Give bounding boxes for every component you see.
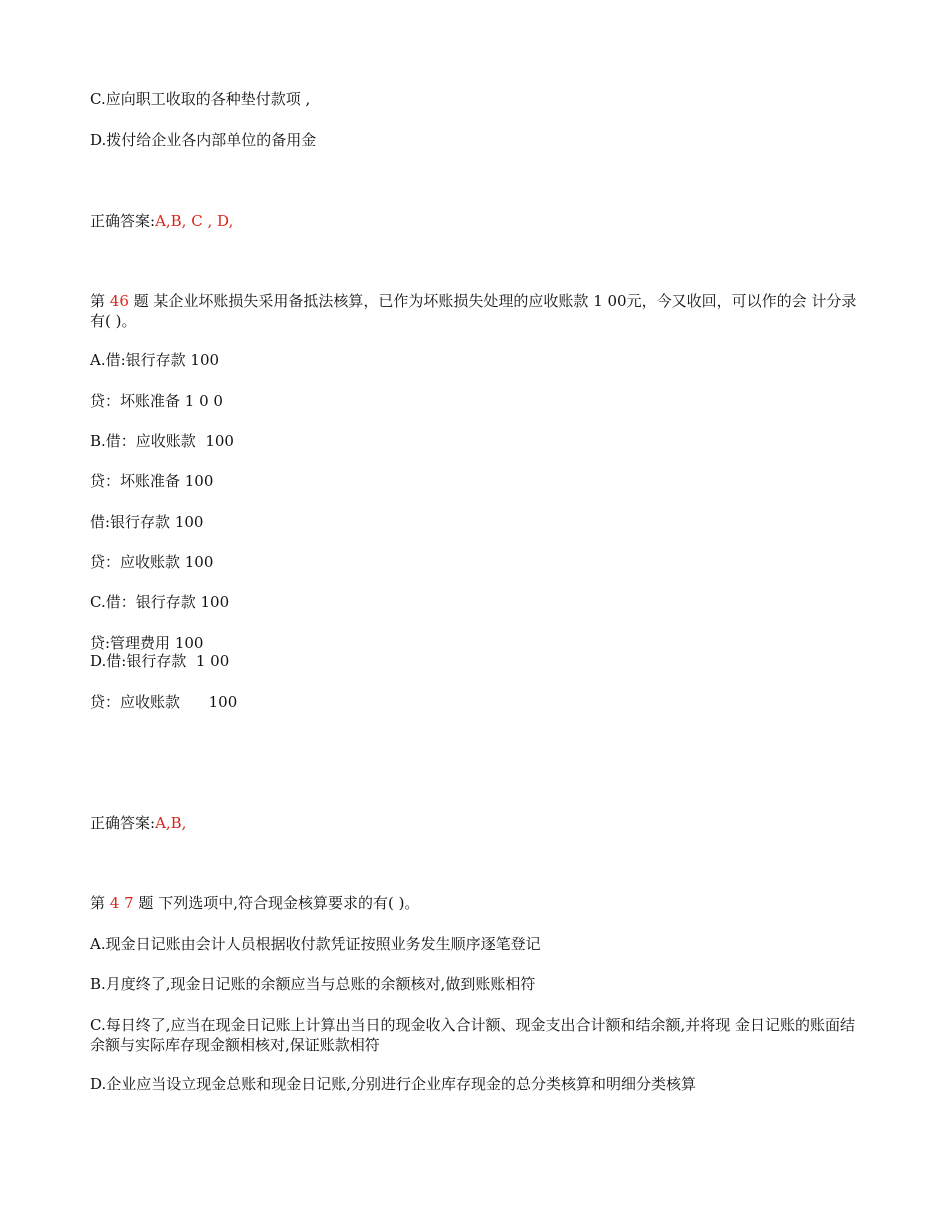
q45-option-c: C.应向职工收取的各种垫付款项 , xyxy=(90,90,311,108)
q47-option-c: C.每日终了,应当在现金日记账上计算出当日的现金收入合计额、现金支出合计额和结余额,并将现 金日记账的账面结余额与实际库存现金额相核对,保证账款相符 xyxy=(90,1016,856,1054)
q46-answer xyxy=(90,813,186,833)
q46-line-9: D.借:银行存款 1 00 xyxy=(90,652,230,670)
q46-line-5: 借:银行存款 100 xyxy=(90,513,204,531)
question-mid: 题 xyxy=(128,292,154,310)
q46-line-1: A.借:银行存款 100 xyxy=(90,351,220,369)
answer-value: A,B, xyxy=(155,814,187,832)
question-prefix: 第 xyxy=(90,894,110,912)
q46-line-8: 贷:管理费用 100 xyxy=(90,634,204,652)
question-number: 46 xyxy=(109,292,129,310)
q47-option-a: A.现金日记账由会计人员根据收付款凭证按照业务发生顺序逐笔登记 xyxy=(90,935,541,953)
q46-line-2: 贷：坏账准备 1 0 0 xyxy=(90,392,223,410)
answer-label: 正确答案: xyxy=(90,814,156,832)
q46-line-4: 贷：坏账准备 100 xyxy=(90,472,214,490)
q46-line-3: B.借：应收账款 100 xyxy=(90,432,234,450)
question-prefix: 第 xyxy=(90,292,110,310)
answer-label: 正确答案: xyxy=(90,212,156,230)
question-text: 某企业坏账损失采用备抵法核算，已作为坏账损失处理的应收账款 1 00元，今又收回，可以作的会 计分录有( )。 xyxy=(90,292,857,330)
q47-question xyxy=(90,893,419,913)
q47-option-d: D.企业应当设立现金总账和现金日记账,分别进行企业库存现金的总分类核算和明细分类核算 xyxy=(90,1075,697,1093)
answer-value: A,B, C , D, xyxy=(155,212,234,230)
q46-line-7: C.借：银行存款 100 xyxy=(90,593,230,611)
question-mid: 题 xyxy=(133,894,159,912)
q45-option-d: D.拨付给企业各内部单位的备用金 xyxy=(90,131,317,149)
q47-option-b: B.月度终了,现金日记账的余额应当与总账的余额核对,做到账账相符 xyxy=(90,975,536,993)
q45-answer xyxy=(90,211,233,231)
question-number: 4 7 xyxy=(109,894,134,912)
q46-question xyxy=(90,291,865,331)
question-text: 下列选项中,符合现金核算要求的有( )。 xyxy=(158,894,420,912)
q46-line-6: 贷：应收账款 100 xyxy=(90,553,214,571)
q46-line-10: 贷：应收账款 100 xyxy=(90,693,238,711)
